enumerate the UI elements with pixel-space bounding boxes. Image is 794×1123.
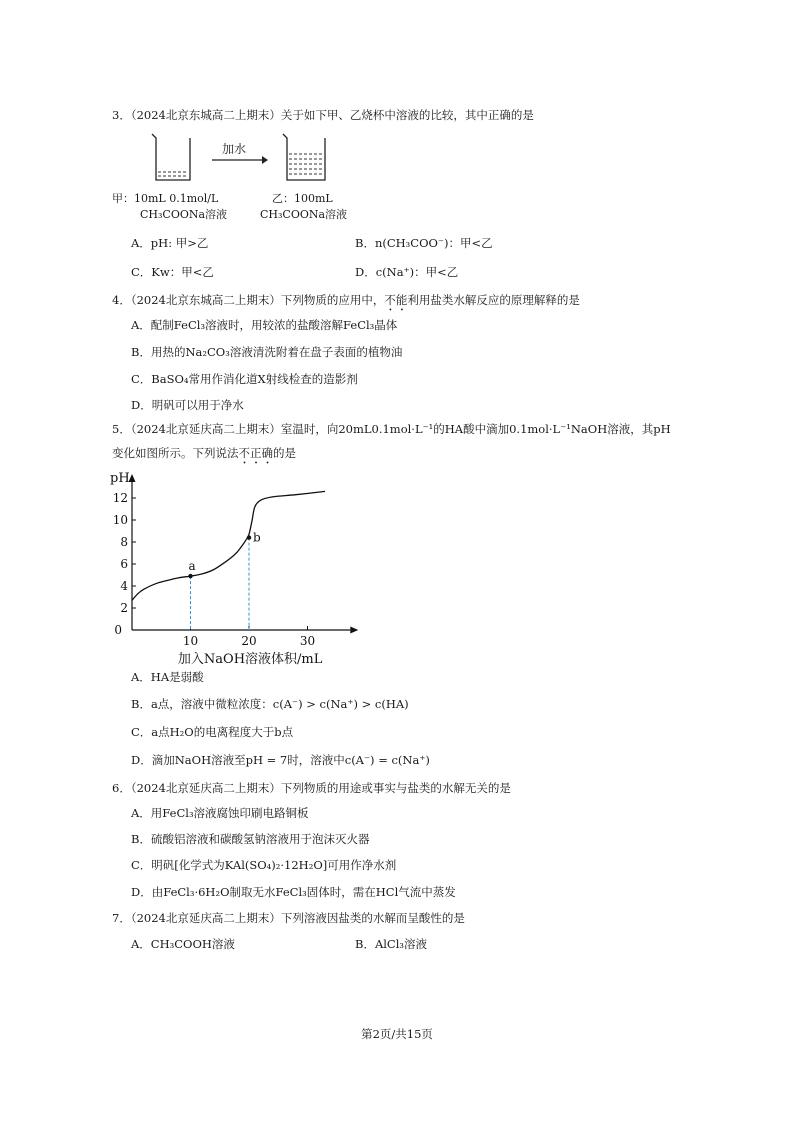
q3-option-d[interactable]: D．c(Na⁺)：甲<乙 xyxy=(355,265,459,279)
q6-stem: 6．（2024北京延庆高二上期末）下列物质的用途或事实与盐类的水解无关的是 xyxy=(112,781,511,795)
q4-option-d[interactable]: D．明矾可以用于净水 xyxy=(131,398,244,412)
point-a-label: a xyxy=(188,559,196,574)
x-axis-title: 加入NaOH溶液体积/mL xyxy=(177,652,323,666)
q4-option-b[interactable]: B．用热的Na₂CO₃溶液清洗附着在盘子表面的植物油 xyxy=(131,345,403,359)
jia-label-line1: 甲：10mL 0.1mol/L xyxy=(112,192,219,205)
q5-stem-emphasis: 不正确 xyxy=(238,446,273,460)
arrow-right-icon xyxy=(210,154,270,166)
q3-option-a[interactable]: A．pH: 甲>乙 xyxy=(131,236,209,250)
point-b-label: b xyxy=(253,530,261,545)
y-tick-label: 8 xyxy=(120,535,128,549)
q5-stem-pre: 变化如图所示。下列说法 xyxy=(112,446,239,460)
arrow-label: 加水 xyxy=(222,142,247,156)
q4-stem-post: 利用盐类水解反应的原理解释的是 xyxy=(407,293,580,307)
jia-label-line2: CH₃COONa溶液 xyxy=(140,208,228,221)
page-footer: 第2页/共15页 xyxy=(361,1027,433,1041)
y-tick-label: 2 xyxy=(120,601,128,615)
q5-stem-post: 的是 xyxy=(273,446,296,460)
q5-option-c[interactable]: C．a点H₂O的电离程度大于b点 xyxy=(131,725,294,739)
q7-option-a[interactable]: A．CH₃COOH溶液 xyxy=(131,937,235,951)
y-tick-label: 6 xyxy=(120,557,128,571)
q6-option-b[interactable]: B．硫酸铝溶液和碳酸氢钠溶液用于泡沫灭火器 xyxy=(131,832,370,846)
point-b xyxy=(247,535,251,539)
x-tick-label: 10 xyxy=(182,634,199,648)
q3-stem: 3．（2024北京东城高二上期末）关于如下甲、乙烧杯中溶液的比较，其中正确的是 xyxy=(112,108,534,122)
q3-option-c[interactable]: C．Kw：甲<乙 xyxy=(131,265,214,279)
q7-stem: 7．（2024北京延庆高二上期末）下列溶液因盐类的水解而呈酸性的是 xyxy=(112,911,465,925)
q5-option-b[interactable]: B．a点，溶液中微粒浓度：c(A⁻) > c(Na⁺) > c(HA) xyxy=(131,697,409,711)
beaker-yi-icon xyxy=(281,132,331,184)
q7-option-b[interactable]: B．AlCl₃溶液 xyxy=(355,937,428,951)
yi-label-line1: 乙：100mL xyxy=(272,192,333,205)
q4-option-c[interactable]: C．BaSO₄常用作消化道X射线检查的造影剂 xyxy=(131,372,358,386)
x-axis-arrow xyxy=(350,627,358,634)
q4-stem-emphasis: 不能 xyxy=(384,293,408,307)
q4-stem xyxy=(112,293,580,314)
q5-option-d[interactable]: D．滴加NaOH溶液至pH = 7时，溶液中c(A⁻) = c(Na⁺) xyxy=(131,753,430,767)
q6-option-d[interactable]: D．由FeCl₃·6H₂O制取无水FeCl₃固体时，需在HCl气流中蒸发 xyxy=(131,885,456,899)
q5-option-a[interactable]: A．HA是弱酸 xyxy=(131,670,204,684)
q4-option-a[interactable]: A．配制FeCl₃溶液时，用较浓的盐酸溶解FeCl₃晶体 xyxy=(131,318,398,332)
y-axis-label: pH xyxy=(110,471,130,486)
origin-label: 0 xyxy=(114,623,122,637)
q6-option-c[interactable]: C．明矾[化学式为KAl(SO₄)₂·12H₂O]可用作净水剂 xyxy=(131,858,397,872)
yi-label-line2: CH₃COONa溶液 xyxy=(260,208,348,221)
point-a xyxy=(188,574,192,578)
ph-titration-chart xyxy=(110,466,380,666)
q5-stem-line2 xyxy=(112,446,296,467)
x-tick-label: 20 xyxy=(241,634,257,648)
ph-curve-line xyxy=(132,491,325,600)
y-tick-label: 4 xyxy=(120,579,128,593)
q6-option-a[interactable]: A．用FeCl₃溶液腐蚀印刷电路铜板 xyxy=(131,806,309,820)
x-tick-label: 30 xyxy=(299,634,316,648)
beaker-jia-icon xyxy=(150,132,196,184)
q3-option-b[interactable]: B．n(CH₃COO⁻)：甲<乙 xyxy=(355,236,493,250)
q4-stem-pre: 4．（2024北京东城高二上期末）下列物质的应用中， xyxy=(112,293,385,307)
y-tick-label: 12 xyxy=(112,491,128,505)
y-tick-label: 10 xyxy=(112,513,128,527)
q5-stem-line1: 5．（2024北京延庆高二上期末）室温时，向20mL0.1mol·L⁻¹的HA酸中滴加0.1mol·L⁻¹NaOH溶液，其pH xyxy=(112,422,671,436)
